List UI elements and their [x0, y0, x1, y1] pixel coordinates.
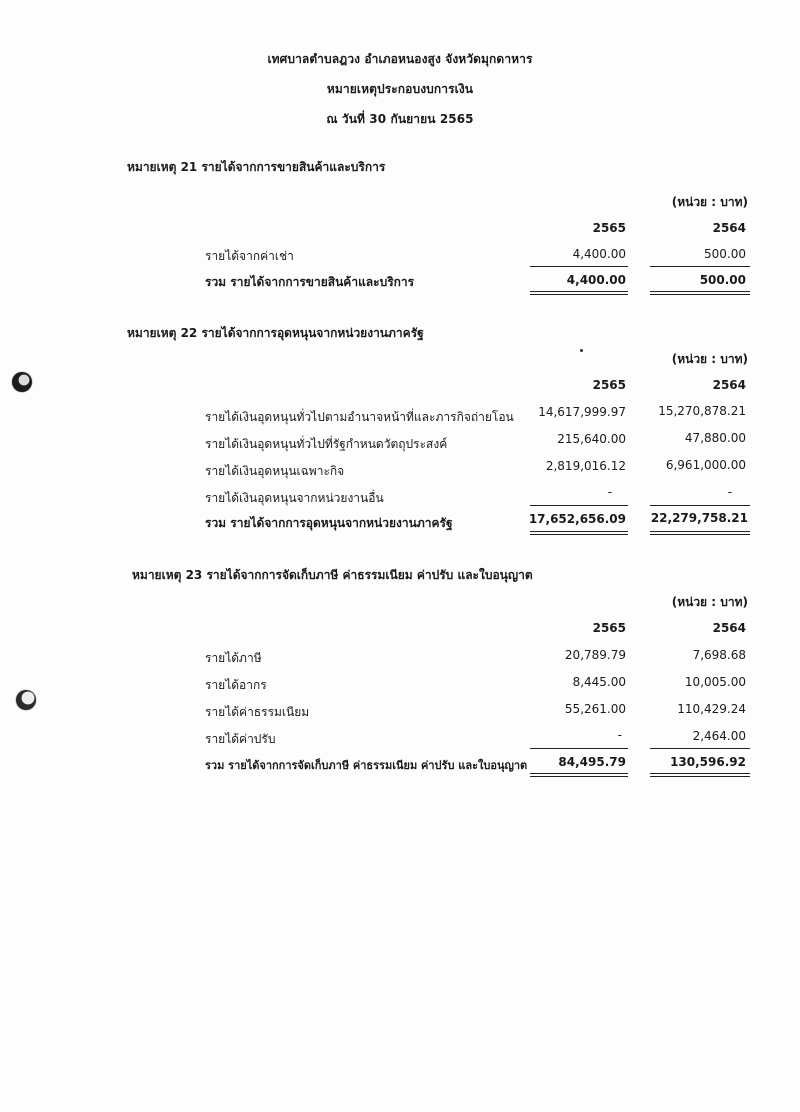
value-2565: 14,617,999.97	[538, 405, 626, 419]
value-2565: 2,819,016.12	[545, 459, 626, 473]
document-date: ณ วันที่ 30 กันยายน 2565	[326, 112, 474, 126]
unit-label: (หน่วย : บาท)	[671, 195, 748, 209]
total-2565: 4,400.00	[566, 273, 626, 287]
value-2564: 47,880.00	[684, 431, 746, 445]
note-title: หมายเหตุ 23 รายได้จากการจัดเก็บภาษี ค่าธรรมเนียม ค่าปรับ และใบอนุญาต	[132, 568, 533, 582]
row-label: รายได้ค่าธรรมเนียม	[205, 705, 310, 719]
row-label: รายได้ภาษี	[205, 651, 262, 665]
value-2564: 2,464.00	[692, 729, 746, 743]
value-2564: -	[727, 485, 732, 499]
value-2564: 10,005.00	[684, 675, 746, 689]
row-label: รายได้อากร	[205, 678, 267, 692]
value-2565: 4,400.00	[572, 247, 626, 261]
subtotal-rule	[530, 748, 628, 749]
column-header-2564: 2564	[712, 378, 746, 392]
column-header-2565: 2565	[592, 221, 626, 235]
total-label: รวม รายได้จากการอุดหนุนจากหน่วยงานภาครัฐ	[205, 516, 453, 530]
total-double-rule	[530, 773, 628, 777]
unit-label: (หน่วย : บาท)	[671, 352, 748, 366]
row-label: รายได้เงินอุดหนุนจากหน่วยงานอื่น	[205, 491, 384, 505]
note-title: หมายเหตุ 22 รายได้จากการอุดหนุนจากหน่วยงานภาครัฐ	[127, 326, 424, 340]
total-2564: 130,596.92	[670, 755, 746, 769]
column-header-2565: 2565	[592, 378, 626, 392]
value-2565: 215,640.00	[557, 432, 626, 446]
value-2565: 20,789.79	[564, 648, 626, 662]
punch-hole-lower	[16, 690, 36, 710]
row-label: รายได้เงินอุดหนุนทั่วไปตามอำนาจหน้าที่และภารกิจถ่ายโอน	[205, 410, 514, 424]
total-double-rule	[650, 291, 750, 295]
value-2564: 110,429.24	[677, 702, 746, 716]
value-2564: 7,698.68	[692, 648, 746, 662]
subtotal-rule	[530, 266, 628, 267]
subtotal-rule	[650, 266, 750, 267]
value-2564: 500.00	[704, 247, 746, 261]
column-header-2564: 2564	[712, 221, 746, 235]
unit-label: (หน่วย : บาท)	[671, 595, 748, 609]
total-label: รวม รายได้จากการจัดเก็บภาษี ค่าธรรมเนียม ค่าปรับ และใบอนุญาต	[205, 759, 528, 772]
value-2565: -	[607, 485, 612, 499]
column-header-2564: 2564	[712, 621, 746, 635]
total-2565: 84,495.79	[558, 755, 626, 769]
document-title: หมายเหตุประกอบงบการเงิน	[326, 82, 474, 96]
total-double-rule	[650, 531, 750, 535]
org-title: เทศบาลตำบลฎวง อำเภอหนองสูง จังหวัดมุกดาหาร	[267, 52, 533, 66]
subtotal-rule	[650, 748, 750, 749]
note-title: หมายเหตุ 21 รายได้จากการขายสินค้าและบริการ	[127, 160, 386, 174]
total-2564: 500.00	[699, 273, 746, 287]
punch-hole-upper	[12, 372, 32, 392]
value-2564: 15,270,878.21	[658, 404, 746, 418]
total-double-rule	[530, 531, 628, 535]
scan-speck	[580, 349, 583, 352]
row-label: รายได้เงินอุดหนุนเฉพาะกิจ	[205, 464, 345, 478]
value-2565: 8,445.00	[572, 675, 626, 689]
total-label: รวม รายได้จากการขายสินค้าและบริการ	[205, 275, 415, 289]
row-label: รายได้เงินอุดหนุนทั่วไปที่รัฐกำหนดวัตถุประสงค์	[205, 437, 448, 451]
subtotal-rule	[650, 505, 750, 506]
value-2564: 6,961,000.00	[665, 458, 746, 472]
total-2565: 17,652,656.09	[528, 512, 626, 526]
total-double-rule	[530, 291, 628, 295]
value-2565: -	[617, 728, 622, 742]
total-2564: 22,279,758.21	[650, 511, 748, 525]
column-header-2565: 2565	[592, 621, 626, 635]
row-label: รายได้จากค่าเช่า	[205, 249, 294, 263]
value-2565: 55,261.00	[564, 702, 626, 716]
subtotal-rule	[530, 505, 628, 506]
total-double-rule	[650, 773, 750, 777]
row-label: รายได้ค่าปรับ	[205, 732, 276, 746]
